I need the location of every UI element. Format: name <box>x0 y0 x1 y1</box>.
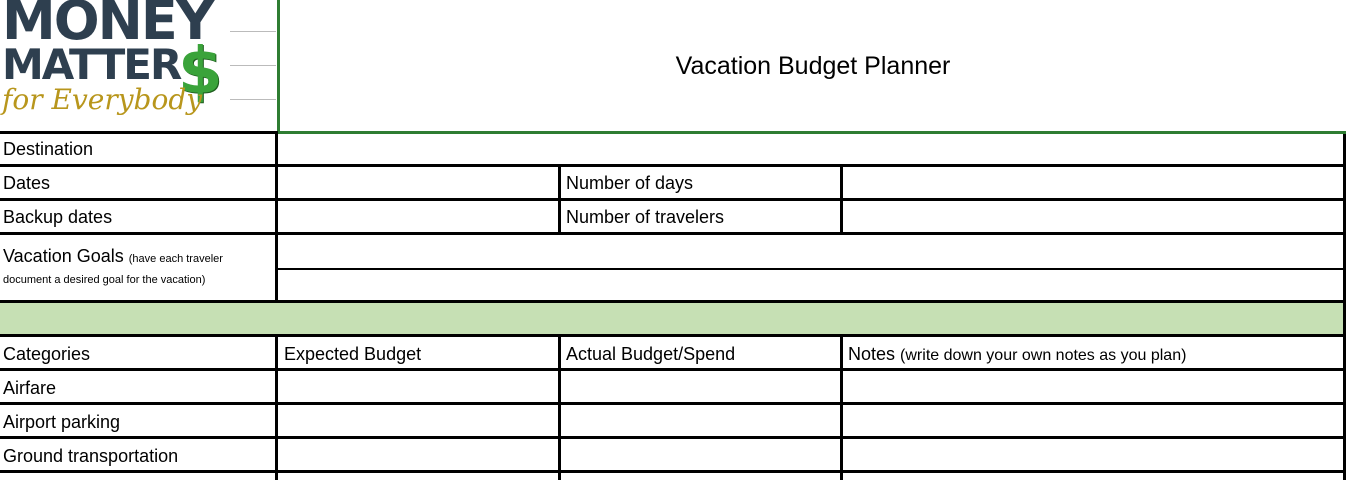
section-band <box>0 303 1346 334</box>
logo <box>0 0 277 132</box>
logo-money-text: MONEY <box>2 0 213 52</box>
logo-tagline: for Everybody <box>2 83 203 116</box>
logo-divider <box>230 65 276 66</box>
number-of-days-field[interactable] <box>843 167 1343 198</box>
expected-budget-cell[interactable] <box>278 439 558 470</box>
backup-dates-field[interactable] <box>278 201 558 232</box>
grid-line <box>0 470 1346 473</box>
number-of-travelers-label: Number of travelers <box>566 207 725 227</box>
vacation-goals-note: (have each traveler <box>128 253 223 265</box>
table-row-label-ground-transportation: Ground transportation <box>3 446 179 466</box>
actual-budget-cell[interactable] <box>561 439 840 470</box>
notes-cell[interactable] <box>843 371 1343 402</box>
grid-line <box>0 334 1346 337</box>
notes-header <box>848 345 1186 364</box>
vacation-goals-note-line2: document a desired goal for the vacation) <box>3 274 206 286</box>
notes-cell[interactable] <box>843 405 1343 436</box>
number-of-days-label: Number of days <box>566 173 694 193</box>
logo-dollar-icon: $ <box>178 35 223 109</box>
grid-line <box>0 131 278 134</box>
backup-dates-label: Backup dates <box>3 207 113 227</box>
notes-header-hint: (write down your own notes as you plan) <box>900 347 1187 364</box>
destination-field[interactable] <box>278 134 1343 164</box>
expected-budget-cell[interactable] <box>278 405 558 436</box>
vacation-goals-field[interactable] <box>278 270 1343 300</box>
logo-divider <box>230 99 276 100</box>
actual-budget-cell[interactable] <box>561 405 840 436</box>
table-row-label-airport-parking: Airport parking <box>3 412 121 432</box>
grid-line <box>558 164 561 235</box>
vacation-goals-label <box>3 247 223 265</box>
dates-label: Dates <box>3 173 51 193</box>
notes-cell[interactable] <box>843 439 1343 470</box>
expected-budget-header: Expected Budget <box>284 344 422 364</box>
page-title: Vacation Budget Planner <box>675 52 951 80</box>
expected-budget-cell[interactable] <box>278 371 558 402</box>
logo-matter-text: MATTER <box>2 40 181 89</box>
number-of-travelers-field[interactable] <box>843 201 1343 232</box>
vacation-goals-field[interactable] <box>278 235 1343 268</box>
dates-field[interactable] <box>278 167 558 198</box>
categories-header: Categories <box>3 344 91 364</box>
actual-budget-header: Actual Budget/Spend <box>566 344 736 364</box>
logo-divider <box>230 31 276 32</box>
table-row-label-airfare: Airfare <box>3 378 57 398</box>
notes-header-label: Notes <box>848 344 896 364</box>
grid-line <box>0 300 1346 303</box>
destination-label: Destination <box>3 139 94 159</box>
actual-budget-cell[interactable] <box>561 371 840 402</box>
vacation-goals-title: Vacation Goals <box>3 246 124 266</box>
